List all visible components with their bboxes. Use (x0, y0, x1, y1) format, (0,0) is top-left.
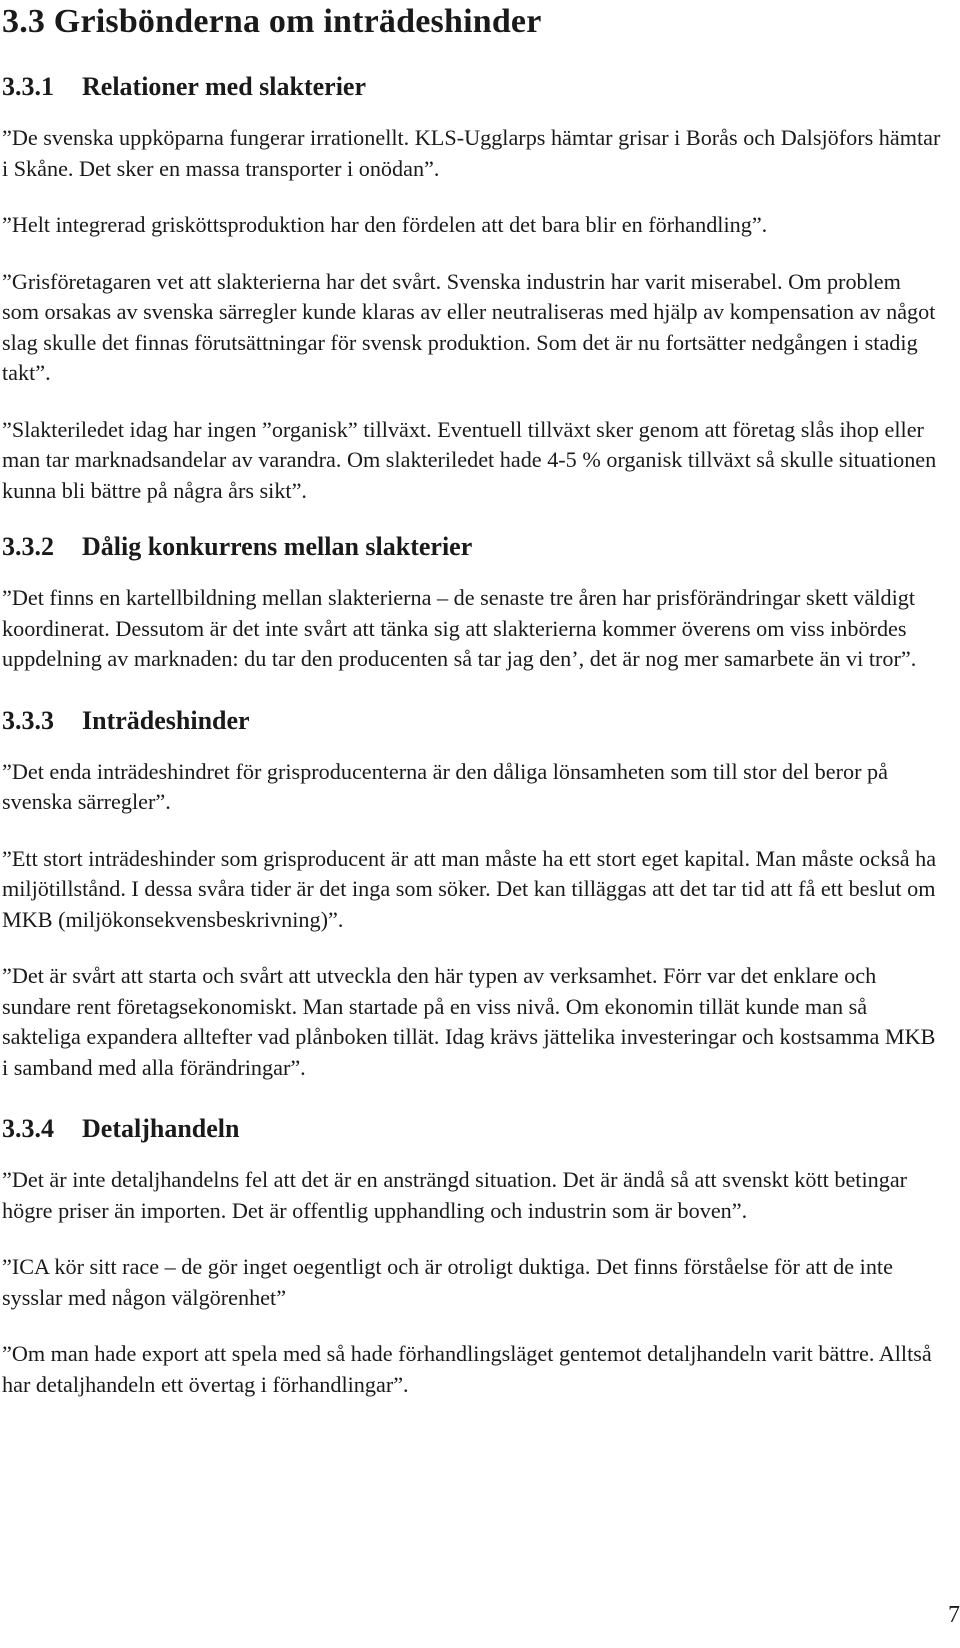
subsection-number: 3.3.1 (2, 72, 54, 101)
subsection-number: 3.3.4 (2, 1114, 54, 1143)
quote-paragraph: ”Ett stort inträdeshinder som grisproducent är att man måste ha ett stort eget kapital. Man måste också ha miljötillstånd. I dessa svåra tider är det inga som söker. Det kan tilläggas att det tar tid att få ett beslut om MKB (miljökonsekvensbeskrivning)”. (2, 845, 937, 932)
subsection-title: Inträdeshinder (82, 705, 250, 735)
quote-paragraph: ”ICA kör sitt race – de gör inget oegentligt och är otroligt duktiga. Det finns förståelse för att de inte sysslar med någon välgörenhet” (2, 1254, 893, 1310)
subsection-heading-3-3-1 (2, 71, 942, 103)
quote-paragraph: ”Det enda inträdeshindret för grisproducenterna är den dåliga lönsamheten som till stor del beror på svenska särregler”. (2, 758, 888, 814)
quote-paragraph: ”Det är inte detaljhandelns fel att det är en ansträngd situation. Det är ändå så att svenskt kött betingar högre priser än importen. Det är offentlig upphandling och industrin som är boven”. (2, 1167, 908, 1223)
quote-paragraph: ”Det är svårt att starta och svårt att utveckla den här typen av verksamhet. Förr var det enklare och sundare rent företagsekonomiskt. Man startade på en viss nivå. Om ekonomin tillät kunde man så sakteliga expandera alltefter vad plånboken tillät. Idag krävs jättelika investeringar och kostsamma MKB i samband med alla förändringar”. (2, 963, 936, 1080)
subsection-heading-3-3-4 (2, 1113, 942, 1145)
subsection-title: Dålig konkurrens mellan slakterier (82, 532, 473, 561)
subsection-number: 3.3.3 (2, 705, 54, 735)
subsection-heading-3-3-2 (2, 531, 942, 563)
quote-paragraph: ”Helt integrerad grisköttsproduktion har den fördelen att det bara blir en förhandling”. (2, 212, 768, 237)
document-page (2, 0, 942, 1400)
subsection-title: Relationer med slakterier (82, 72, 366, 101)
quote-paragraph: ”Grisföretagaren vet att slakterierna har det svårt. Svenska industrin har varit miserabel. Om problem som orsakas av svenska särregler kunde klaras av eller neutraliseras med hjälp av kompensation av något slag skulle det finnas förutsättningar för svensk produktion. Som det är nu fortsätter nedgången i stadig takt”. (2, 268, 936, 385)
page-number: 7 (948, 1602, 960, 1628)
quote-paragraph: ”Om man hade export att spela med så hade förhandlingsläget gentemot detaljhandeln varit bättre. Alltså har detaljhandeln ett övertag i förhandlingar”. (2, 1341, 932, 1397)
section-title: 3.3 Grisbönderna om inträdeshinder (2, 3, 542, 40)
quote-paragraph: ”De svenska uppköparna fungerar irrationellt. KLS-Ugglarps hämtar grisar i Borås och Dalsjöfors hämtar i Skåne. Det sker en massa transporter i onödan”. (2, 125, 941, 181)
subsection-title: Detaljhandeln (82, 1114, 240, 1143)
subsection-number: 3.3.2 (2, 532, 54, 561)
subsection-heading-3-3-3 (2, 705, 942, 737)
quote-paragraph: ”Slakteriledet idag har ingen ”organisk” tillväxt. Eventuell tillväxt sker genom att företag slås ihop eller man tar marknadsandelar av varandra. Om slakteriledet hade 4-5 % organisk tillväxt så skulle situationen kunna bli bättre på några års sikt”. (2, 416, 937, 503)
quote-paragraph: ”Det finns en kartellbildning mellan slakterierna – de senaste tre åren har prisförändringar skett väldigt koordinerat. Dessutom är det inte svårt att tänka sig att slakterierna kommer överens om viss inbördes uppdelning av marknaden: du tar den producenten så tar jag den’, det är nog mer samarbete än vi tror”. (2, 585, 917, 671)
